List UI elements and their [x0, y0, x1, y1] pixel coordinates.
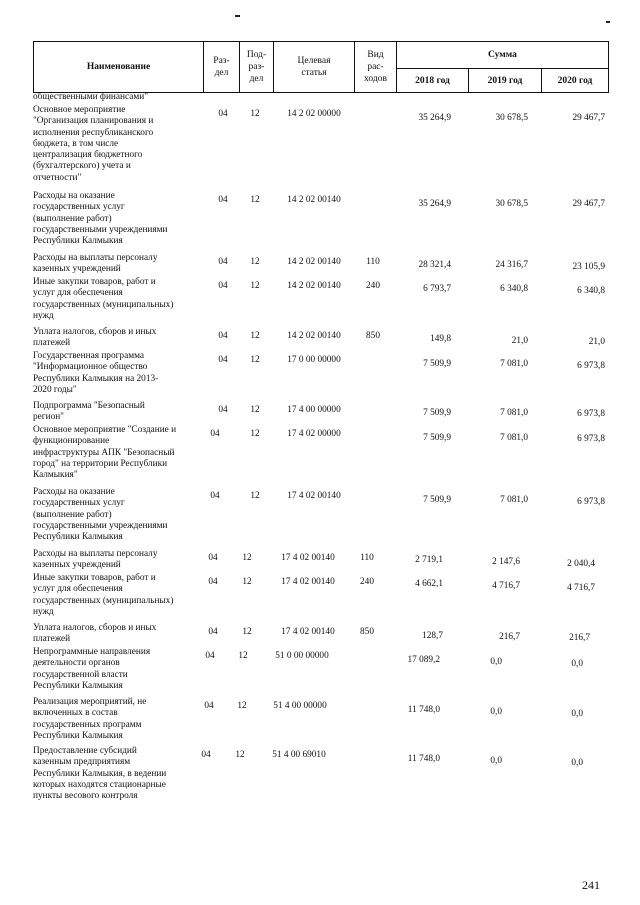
row-2019: 7 081,0 [500, 359, 528, 369]
row-name: Уплата налогов, сборов и иных платежей [33, 623, 157, 645]
row-expense-type: 110 [366, 257, 380, 267]
row-name: Непрограммные направления деятельности органов государственной власти Республики Калмыкия [33, 647, 151, 691]
row-2018: 17 089,2 [407, 655, 440, 665]
row-section: 04 [205, 651, 215, 661]
row-subsection: 12 [250, 257, 260, 267]
row-section: 04 [210, 429, 220, 439]
row-section: 04 [218, 195, 228, 205]
row-subsection: 12 [250, 429, 260, 439]
row-2018: 11 748,0 [407, 754, 440, 764]
row-2020: 2 040,4 [567, 559, 595, 569]
row-name: Предоставление субсидий казенным предприятиям Республики Калмыкия, в ведении которых находятся стационарные пункты весового контроля [33, 746, 167, 802]
row-subsection: 12 [250, 355, 260, 365]
row-name: Основное мероприятие "Создание и функционирование инфраструктуры АПК "Безопасный город" на территории Республики Калмыкия" [33, 425, 177, 481]
row-2018: 4 662,1 [415, 579, 443, 589]
row-subsection: 12 [250, 491, 260, 501]
header-name: Наименование [34, 42, 204, 92]
row-section: 04 [218, 355, 228, 365]
row-2018: 6 793,7 [423, 284, 451, 294]
row-2018: 7 509,9 [423, 433, 451, 443]
row-name: Основное мероприятие "Организация планирования и исполнения республиканского бюджета, в том числе централизация бюджетного (бухгалтерского) учета и отчетности" [33, 105, 154, 183]
row-subsection: 12 [235, 750, 245, 760]
header-subsection: Под- раз- дел [240, 42, 274, 92]
header-year-2020: 2020 год [557, 75, 593, 86]
row-target-item: 14 2 02 00140 [287, 257, 341, 267]
row-2018: 2 719,1 [415, 555, 443, 565]
row-section: 04 [218, 257, 228, 267]
row-2018: 149,8 [430, 334, 451, 344]
row-section: 04 [201, 750, 211, 760]
row-2019: 7 081,0 [500, 433, 528, 443]
row-2020: 6 973,8 [577, 497, 605, 507]
row-2018: 35 264,9 [418, 199, 451, 209]
row-2018: 7 509,9 [423, 408, 451, 418]
row-target-item: 17 4 02 00140 [281, 627, 335, 637]
row-expense-type: 240 [366, 281, 380, 291]
row-2020: 29 467,7 [572, 113, 605, 123]
row-2020: 29 467,7 [572, 199, 605, 209]
row-subsection: 12 [250, 405, 260, 415]
row-name: Расходы на оказание государственных услуг (выполнение работ) государственными учреждениями Республики Калмыкия [33, 487, 168, 543]
row-name: Подпрограмма "Безопасный регион" [33, 401, 145, 423]
row-2018: 7 509,9 [423, 359, 451, 369]
row-target-item: 14 2 02 00140 [287, 331, 341, 341]
row-section: 04 [218, 331, 228, 341]
row-name: Расходы на выплаты персоналу казенных учреждений [33, 549, 158, 571]
row-2020: 6 340,8 [577, 286, 605, 296]
row-name: Расходы на выплаты персоналу казенных учреждений [33, 253, 158, 275]
row-section: 04 [208, 577, 218, 587]
row-target-item: 51 4 00 69010 [272, 750, 326, 760]
header-section: Раз- дел [204, 42, 240, 92]
row-name: Уплата налогов, сборов и иных платежей [33, 327, 157, 349]
row-2018: 35 264,9 [418, 113, 451, 123]
row-2020: 23 105,9 [572, 262, 605, 272]
table-header [33, 41, 609, 93]
page-number: 241 [582, 878, 600, 892]
row-2019: 216,7 [499, 632, 520, 642]
row-name: Расходы на оказание государственных услуг (выполнение работ) государственными учреждениями Республики Калмыкия [33, 191, 168, 247]
row-2019: 0,0 [490, 657, 502, 667]
row-subsection: 12 [242, 577, 252, 587]
row-section: 04 [208, 553, 218, 563]
row-subsection: 12 [250, 109, 260, 119]
header-sum: Сумма [397, 42, 608, 69]
row-section: 04 [210, 491, 220, 501]
row-2019: 7 081,0 [500, 408, 528, 418]
row-2020: 216,7 [569, 633, 590, 643]
row-target-item: 17 4 02 00140 [281, 553, 335, 563]
row-section: 04 [204, 701, 214, 711]
row-subsection: 12 [242, 627, 252, 637]
row-expense-type: 110 [360, 553, 374, 563]
row-target-item: 14 2 02 00140 [287, 195, 341, 205]
row-expense-type: 240 [360, 577, 374, 587]
row-subsection: 12 [250, 195, 260, 205]
scan-mark-top [235, 15, 240, 17]
row-2020: 6 973,8 [577, 409, 605, 419]
row-2018: 28 321,4 [418, 260, 451, 270]
row-2020: 0,0 [571, 659, 583, 669]
row-name: Реализация мероприятий, не включенных в состав государственных программ Республики Калмыкия [33, 697, 147, 741]
row-target-item: 17 4 02 00000 [287, 429, 341, 439]
row-name: Государственная программа "Информационное общество Республики Калмыкия на 2013- 2020 годы" [33, 351, 159, 395]
row-target-item: 17 4 02 00140 [281, 577, 335, 587]
row-target-item: 51 4 00 00000 [273, 701, 327, 711]
row-section: 04 [218, 281, 228, 291]
row-target-item: 17 4 00 00000 [287, 405, 341, 415]
row-2020: 6 973,8 [577, 434, 605, 444]
row-2019: 0,0 [490, 707, 502, 717]
row-2019: 21,0 [511, 336, 528, 346]
header-year-2019: 2019 год [469, 69, 542, 92]
row-2020: 0,0 [571, 709, 583, 719]
header-target-item: Целевая статья [274, 42, 355, 92]
row-2018: 128,7 [422, 631, 443, 641]
row-expense-type: 850 [360, 627, 374, 637]
row-section: 04 [218, 405, 228, 415]
row-section: 04 [218, 109, 228, 119]
row-2020: 0,0 [571, 758, 583, 768]
header-year-2018: 2018 год [397, 69, 469, 92]
row-2018: 7 509,9 [423, 495, 451, 505]
row-2019: 0,0 [490, 756, 502, 766]
row-name: Иные закупки товаров, работ и услуг для обеспечения государственных (муниципальных) нужд [33, 573, 174, 617]
row-2019: 7 081,0 [500, 495, 528, 505]
row-2019: 6 340,8 [500, 284, 528, 294]
row-2019: 30 678,5 [495, 199, 528, 209]
row-2019: 24 316,7 [495, 260, 528, 270]
row-subsection: 12 [242, 553, 252, 563]
row-name: Иные закупки товаров, работ и услуг для обеспечения государственных (муниципальных) нужд [33, 277, 174, 321]
row-section: 04 [208, 627, 218, 637]
row-2019: 4 716,7 [492, 581, 520, 591]
row-target-item: 14 2 02 00140 [287, 281, 341, 291]
row-name: общественными финансами" [33, 92, 149, 102]
row-subsection: 12 [250, 281, 260, 291]
row-target-item: 14 2 02 00000 [287, 109, 341, 119]
row-subsection: 12 [238, 651, 248, 661]
header-expense-type: Вид рас- ходов [355, 42, 397, 92]
row-2019: 30 678,5 [495, 113, 528, 123]
row-target-item: 17 0 00 00000 [287, 355, 341, 365]
row-expense-type: 850 [366, 331, 380, 341]
row-2020: 4 716,7 [567, 583, 595, 593]
row-subsection: 12 [250, 331, 260, 341]
scan-mark-right [606, 21, 610, 23]
row-target-item: 17 4 02 00140 [287, 491, 341, 501]
row-subsection: 12 [237, 701, 247, 711]
row-2020: 6 973,8 [577, 361, 605, 371]
row-2019: 2 147,6 [492, 557, 520, 567]
row-target-item: 51 0 00 00000 [275, 651, 329, 661]
row-2020: 21,0 [588, 337, 605, 347]
row-2018: 11 748,0 [407, 705, 440, 715]
